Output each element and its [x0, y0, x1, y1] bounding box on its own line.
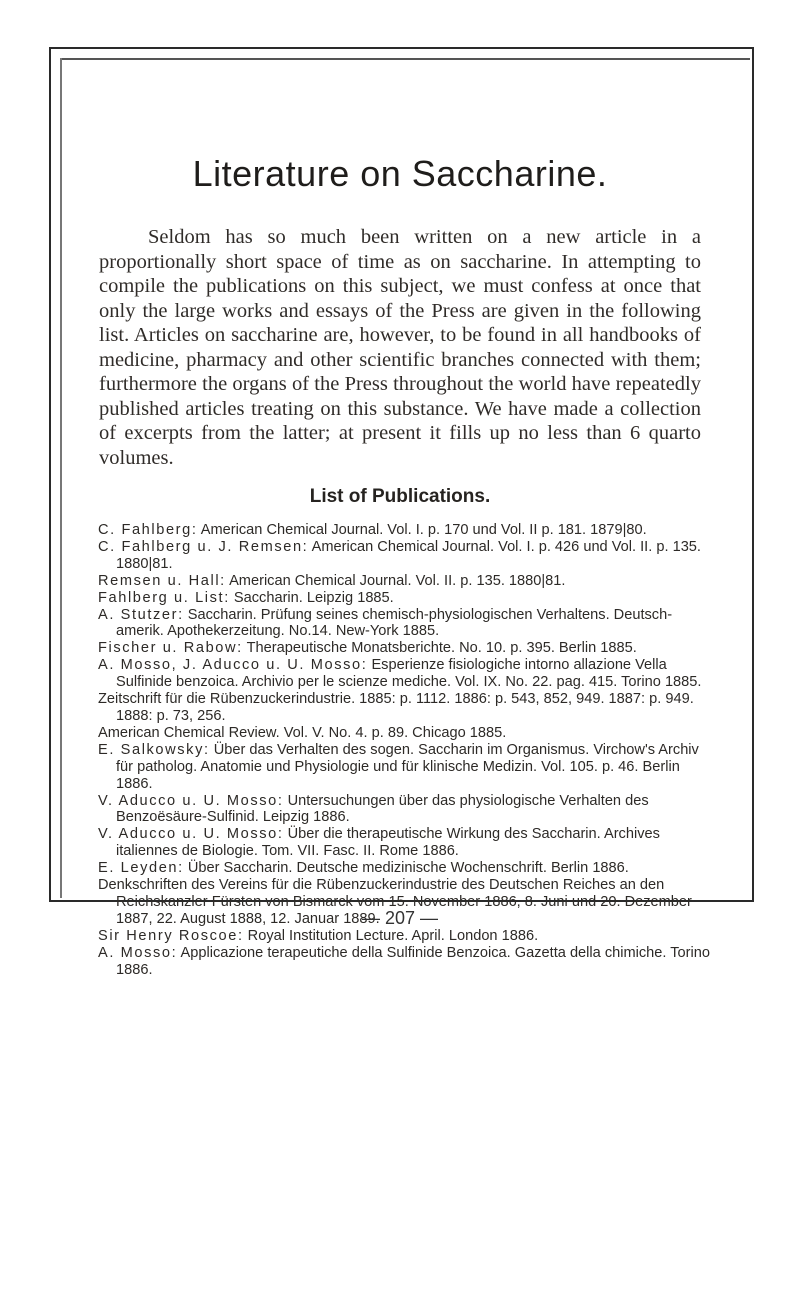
publication-details: Denkschriften des Vereins für die Rübenzuckerindustrie des Deutschen Reiches an den Reichskanzler Fürsten von Bismarck vom 15. November 1886, 8. Juni und 20. Dezember 1887, 22. August 1888, 12. Januar 1889. [98, 877, 692, 927]
publication-entry [98, 928, 710, 945]
publication-details: Über das Verhalten des sogen. Saccharin im Organismus. Virchow's Archiv für patholog. Anatomie und Physiologie und für klinische Medizin. Vol. 105. p. 46. Berlin 1886. [116, 741, 699, 792]
publication-details: Applicazione terapeutiche della Sulfinide Benzoica. Gazetta della chimiche. Torino 1886. [116, 944, 711, 978]
publication-entry [98, 539, 710, 573]
intro-paragraph: Seldom has so much been written on a new article in a proportionally short space of time as on saccharine. In attempting to compile the publications on this subject, we must confess at once that only the large works and essays of the Press are given in the following list. Articles on saccharine are, however, to be found in all handbooks of medicine, pharmacy and other scientific branches connected with them; furthermore the organs of the Press throughout the world have repeatedly published articles treating on this substance. We have made a collection of excerpts from the latter; at present it fills up no less than 6 quarto volumes. [99, 226, 701, 469]
publication-details: American Chemical Journal. Vol. II. p. 135. 1880|81. [225, 572, 566, 589]
publication-entry [98, 607, 710, 641]
publication-details: American Chemical Journal. Vol. I. p. 426 und Vol. II. p. 135. 1880|81. [116, 538, 701, 572]
publication-entry [98, 657, 710, 691]
publication-entry [98, 725, 710, 742]
publication-entry [98, 573, 710, 590]
publication-details: Saccharin. Prüfung seines chemisch-physiologischen Verhaltens. Deutsch-amerik. Apothekerzeitung. No.14. New-York 1885. [116, 606, 673, 640]
publication-author: C. Fahlberg: [98, 522, 198, 538]
publication-entry [98, 860, 710, 877]
publication-details: American Chemical Journal. Vol. I. p. 170 und Vol. II p. 181. 1879|80. [197, 522, 647, 538]
publication-details: Untersuchungen über das physiologische Verhalten des Benzoësäure-Sulfinid. Leipzig 1886. [116, 792, 649, 826]
publication-author: Remsen u. Hall: [98, 572, 226, 589]
publication-entry [98, 691, 710, 725]
publication-entry [98, 640, 710, 657]
inner-rule-top [60, 58, 750, 60]
publication-entry [98, 742, 710, 793]
publication-entry [98, 945, 710, 979]
publication-details: Esperienze fisiologiche intorno allazione Vella Sulfinide benzoica. Archivio per le scienze mediche. Vol. IX. No. 22. pag. 415. Torino 1885. [116, 657, 702, 691]
publication-details: Therapeutische Monatsberichte. No. 10. p. 395. Berlin 1885. [242, 640, 637, 657]
publication-author: A. Mosso, J. Aducco u. U. Mosso: [98, 657, 368, 674]
publication-author: Fischer u. Rabow: [98, 640, 243, 657]
publication-author: E. Leyden: [98, 860, 184, 877]
publication-entry [98, 826, 710, 860]
publication-entry [98, 793, 710, 827]
publication-details: Über die therapeutische Wirkung des Saccharin. Archives italiennes de Biologie. Tom. VII. Fasc. II. Rome 1886. [116, 826, 660, 860]
publication-entry [98, 522, 710, 539]
publication-author: V. Aducco u. U. Mosso: [98, 792, 284, 809]
publication-details: Über Saccharin. Deutsche medizinische Wochenschrift. Berlin 1886. [183, 860, 629, 877]
publication-details: Saccharin. Leipzig 1885. [229, 589, 394, 606]
publication-author: Fahlberg u. List: [98, 589, 230, 606]
publication-details: American Chemical Review. Vol. V. No. 4. p. 89. Chicago 1885. [98, 724, 507, 741]
publication-author: C. Fahlberg u. J. Remsen: [98, 538, 309, 555]
publication-author: A. Stutzer: [98, 606, 184, 623]
publication-author: E. Salkowsky: [98, 741, 210, 758]
publication-author: V. Aducco u. U. Mosso: [98, 826, 284, 843]
page-number: — 207 — [361, 908, 439, 928]
page-title: Literature on Saccharine. [192, 153, 608, 194]
publication-author: Sir Henry Roscoe: [98, 927, 244, 944]
publication-details: Royal Institution Lecture. April. London 1886. [243, 927, 539, 944]
publication-entry [98, 590, 710, 607]
list-heading: List of Publications. [309, 486, 491, 507]
publication-details: Zeitschrift für die Rübenzuckerindustrie. 1885: p. 1112. 1886: p. 543, 852, 949. 1887: p. 949. 1888: p. 73, 256. [98, 691, 694, 724]
publication-author: A. Mosso: [98, 944, 178, 961]
